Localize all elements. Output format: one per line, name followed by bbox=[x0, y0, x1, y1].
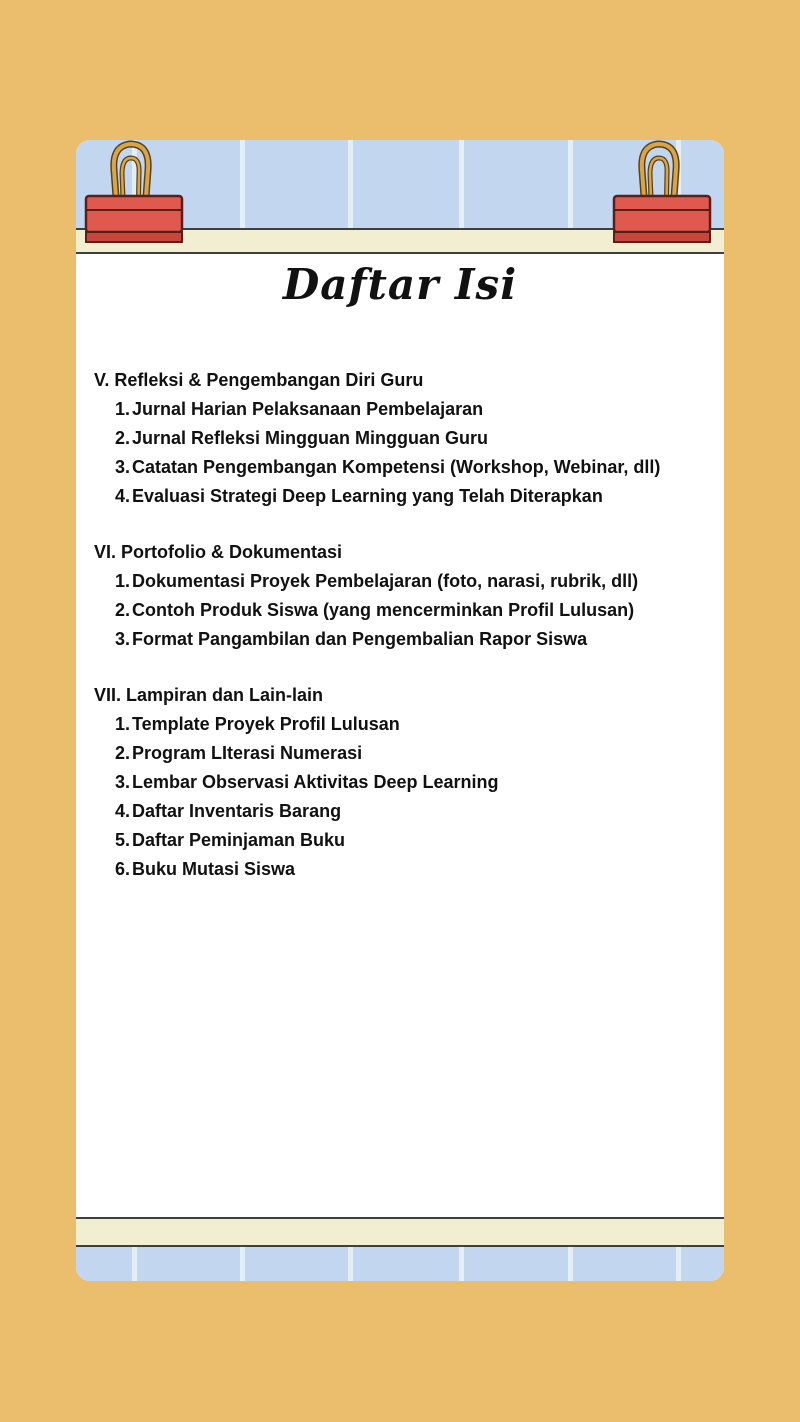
list-item: 1. Jurnal Harian Pelaksanaan Pembelajaran bbox=[114, 399, 484, 419]
list-item: 3. Catatan Pengembangan Kompetensi (Workshop, Webinar, dll) bbox=[114, 457, 661, 477]
toc-section bbox=[94, 538, 714, 654]
stripe-divider bbox=[568, 1247, 573, 1281]
section-heading: V. Refleksi & Pengembangan Diri Guru bbox=[94, 370, 424, 390]
list-item: 1. Dokumentasi Proyek Pembelajaran (foto, narasi, rubrik, dll) bbox=[114, 571, 639, 591]
stripe-divider bbox=[459, 140, 464, 228]
list-item: 1. Template Proyek Profil Lulusan bbox=[114, 714, 400, 734]
stripe-divider bbox=[676, 1247, 681, 1281]
notepad-card bbox=[76, 140, 724, 1281]
stripe-divider bbox=[348, 140, 353, 228]
list-item: 3. Format Pangambilan dan Pengembalian Rapor Siswa bbox=[114, 629, 588, 649]
stripe-divider bbox=[568, 140, 573, 228]
binder-clip-icon bbox=[82, 140, 186, 248]
table-of-contents bbox=[94, 366, 714, 911]
toc-section bbox=[94, 366, 714, 511]
list-item: 4. Evaluasi Strategi Deep Learning yang Telah Diterapkan bbox=[114, 486, 603, 506]
toc-section bbox=[94, 681, 714, 884]
list-item: 5. Daftar Peminjaman Buku bbox=[114, 830, 346, 850]
list-item: 6. Buku Mutasi Siswa bbox=[114, 859, 296, 879]
stripe-divider bbox=[459, 1247, 464, 1281]
binder-clip-icon bbox=[610, 140, 714, 248]
bottom-paper-band bbox=[76, 1217, 724, 1247]
list-item: 4. Daftar Inventaris Barang bbox=[114, 801, 342, 821]
bottom-stripe-band bbox=[76, 1247, 724, 1281]
list-item: 3. Lembar Observasi Aktivitas Deep Learning bbox=[114, 772, 499, 792]
list-item: 2. Jurnal Refleksi Mingguan Mingguan Guru bbox=[114, 428, 489, 448]
list-item: 2. Program LIterasi Numerasi bbox=[114, 743, 363, 763]
stripe-divider bbox=[348, 1247, 353, 1281]
stripe-divider bbox=[240, 140, 245, 228]
page-title: Daftar Isi bbox=[282, 260, 518, 309]
list-item: 2. Contoh Produk Siswa (yang mencerminkan Profil Lulusan) bbox=[114, 600, 635, 620]
stripe-divider bbox=[240, 1247, 245, 1281]
stripe-divider bbox=[132, 1247, 137, 1281]
section-heading: VI. Portofolio & Dokumentasi bbox=[94, 542, 343, 562]
section-heading: VII. Lampiran dan Lain-lain bbox=[94, 685, 324, 705]
